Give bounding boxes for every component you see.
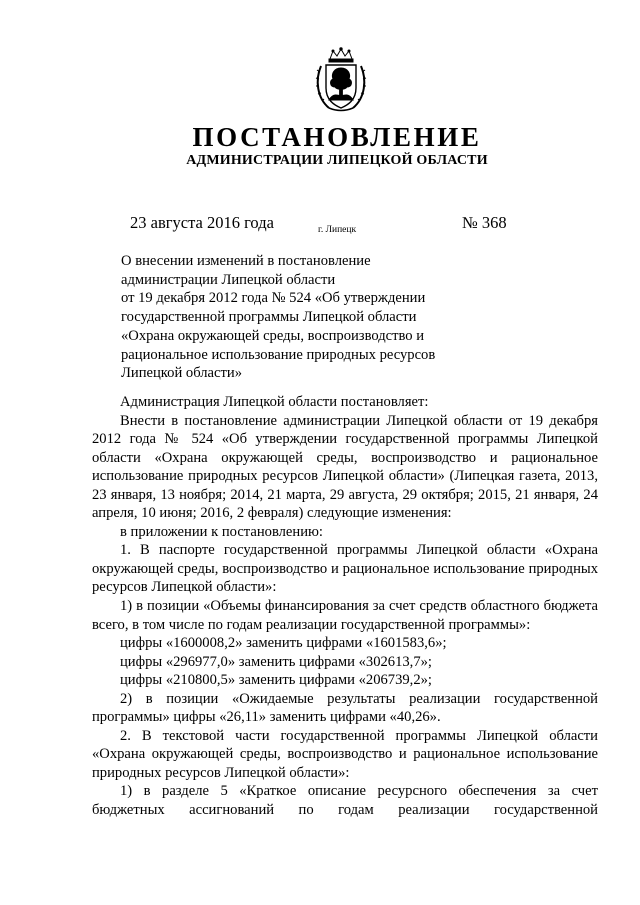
heading-line: рациональное использование природных ресурсов: [121, 346, 436, 363]
document-date: 23 августа 2016 года: [130, 213, 274, 232]
heading-line: от 19 декабря 2012 года № 524 «Об утверждении: [121, 290, 426, 307]
body-paragraph: цифры «210800,5» заменить цифрами «206739,2»;: [120, 672, 432, 689]
heading-line: государственной программы Липецкой области: [121, 309, 417, 326]
body-paragraph: в приложении к постановлению:: [120, 523, 323, 540]
heading-line: администрации Липецкой области: [121, 271, 336, 288]
body-paragraph: 1) в позиции «Объемы финансирования за счет средств областного бюджета всего, в том числе по годам реализации государственной программы»:: [92, 598, 598, 633]
body-paragraph: цифры «296977,0» заменить цифрами «302613,7»;: [120, 653, 432, 670]
document-body: [92, 393, 598, 820]
document-number: № 368: [462, 213, 507, 232]
document-heading: [121, 252, 481, 383]
document-city: г. Липецк: [318, 225, 357, 235]
body-paragraph: Внести в постановление администрации Липецкой области от 19 декабря 2012 года № 524 «Об утверждении государственной программы Липецкой области «Охрана окружающей среды, воспроизводство и рациональное использование природных ресурсов Липецкой области» (Липецкая газета, 2013, 23 января, 13 ноября; 2014, 21 марта, 29 августа, 29 октября; 2015, 21 января, 24 апреля, 10 июня; 2016, 2 февраля) следующие изменения:: [92, 412, 598, 522]
issuing-authority: АДМИНИСТРАЦИИ ЛИПЕЦКОЙ ОБЛАСТИ: [186, 153, 488, 168]
body-paragraph: 2) в позиции «Ожидаемые результаты реализации государственной программы» цифры «26,11» заменить цифрами «40,26».: [92, 690, 598, 726]
body-paragraph: Администрация Липецкой области постановляет:: [120, 394, 429, 410]
heading-line: Липецкой области»: [121, 365, 242, 382]
body-paragraph: 1) в разделе 5 «Краткое описание ресурсного обеспечения за счет бюджетных ассигнований по годам реализации государственной: [92, 783, 598, 819]
document-title: ПОСТАНОВЛЕНИЕ: [192, 122, 482, 152]
heading-line: О внесении изменений в постановление: [121, 253, 371, 269]
body-paragraph: цифры «1600008,2» заменить цифрами «1601583,6»;: [120, 635, 447, 652]
coat-of-arms-icon: [313, 46, 369, 116]
heading-line: «Охрана окружающей среды, воспроизводство и: [121, 327, 425, 344]
body-paragraph: 1. В паспорте государственной программы Липецкой области «Охрана окружающей среды, воспроизводство и рациональное использование природных ресурсов Липецкой области»:: [92, 542, 598, 596]
body-paragraph: 2. В текстовой части государственной программы Липецкой области «Охрана окружающей среды, воспроизводство и рациональное использование природных ресурсов Липецкой области»:: [92, 727, 598, 781]
